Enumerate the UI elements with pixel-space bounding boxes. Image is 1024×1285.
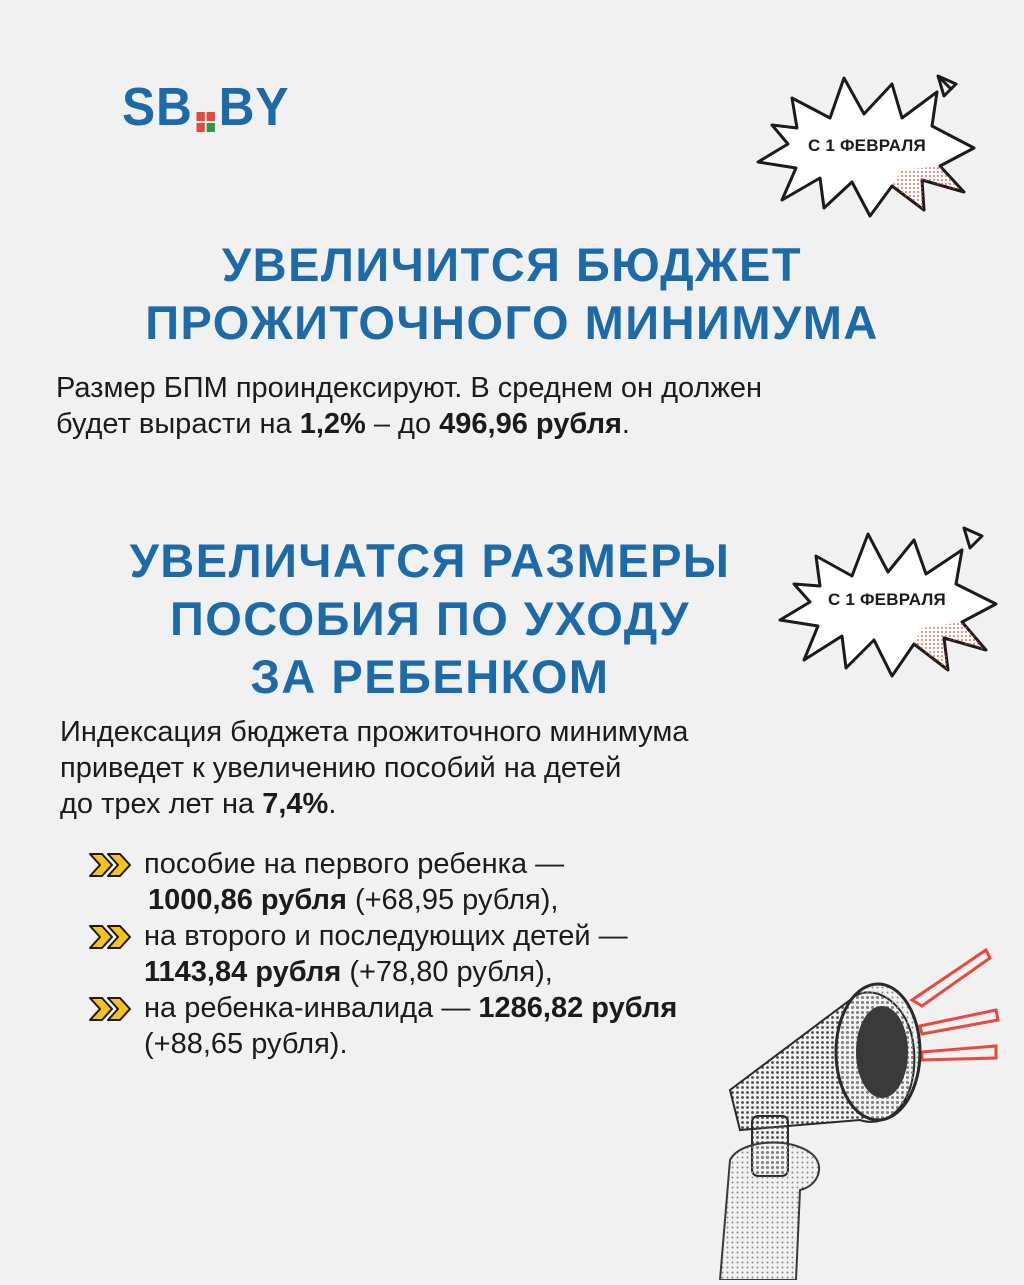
benefit-increase: (+68,95 рубля), bbox=[346, 884, 559, 916]
text-span: будет вырасти на bbox=[56, 408, 300, 440]
bpm-percent: 1,2% bbox=[299, 408, 366, 440]
list-item-text: на ребенка-инвалида — bbox=[144, 992, 479, 1024]
bpm-amount: 496,96 рубля bbox=[439, 408, 622, 440]
section1-text bbox=[56, 370, 976, 442]
double-chevron-icon bbox=[88, 996, 134, 1022]
section1-title bbox=[0, 236, 1024, 352]
date-badge-top bbox=[752, 70, 982, 220]
list-item-line2: (+88,65 рубля). bbox=[144, 1028, 348, 1060]
section2-title bbox=[0, 532, 860, 706]
benefit-increase: (+78,80 рубля), bbox=[341, 956, 553, 988]
section2-title-line1: УВЕЛИЧАТСЯ РАЗМЕРЫ bbox=[129, 534, 731, 587]
section1-text-line1: Размер БПМ проиндексируют. В среднем он должен bbox=[56, 372, 763, 404]
list-item-line1: на второго и последующих детей — bbox=[144, 920, 628, 952]
benefit-amount: 1143,84 рубля bbox=[144, 956, 342, 988]
section2-text-line3 bbox=[60, 786, 940, 822]
megaphone-hand-illustration bbox=[700, 940, 1024, 1285]
badge-middle-text: С 1 ФЕВРАЛЯ bbox=[828, 590, 946, 609]
list-item bbox=[88, 846, 828, 918]
section1-title-line2: ПРОЖИТОЧНОГО МИНИМУМА bbox=[145, 296, 879, 349]
section2-title-line2: ПОСОБИЯ ПО УХОДУ bbox=[169, 592, 691, 645]
section1-title-line1: УВЕЛИЧИТСЯ БЮДЖЕТ bbox=[221, 238, 803, 291]
logo-flag-icon bbox=[197, 112, 215, 132]
text-span: до трех лет на bbox=[60, 788, 263, 820]
section2-text bbox=[60, 714, 940, 822]
benefit-percent: 7,4% bbox=[262, 788, 329, 820]
section2-title-line3: ЗА РЕБЕНКОМ bbox=[250, 650, 610, 703]
list-item-line2 bbox=[144, 882, 828, 918]
benefit-amount: 1286,82 рубля bbox=[478, 992, 678, 1024]
section2-text-line2: приведет к увеличению пособий на детей bbox=[60, 752, 622, 784]
logo-right-text: BY bbox=[218, 77, 290, 137]
section1-text-line2 bbox=[56, 406, 976, 442]
list-item-line1: пособие на первого ребенка — bbox=[144, 848, 565, 880]
date-badge-middle bbox=[772, 522, 1002, 682]
text-span: – до bbox=[365, 408, 440, 440]
badge-top-text: С 1 ФЕВРАЛЯ bbox=[808, 136, 926, 155]
double-chevron-icon bbox=[88, 852, 134, 878]
section2-text-line1: Индексация бюджета прожиточного минимума bbox=[60, 716, 689, 748]
benefit-amount: 1000,86 рубля bbox=[148, 884, 347, 916]
text-span: . bbox=[328, 788, 337, 820]
sb-by-logo bbox=[122, 76, 289, 138]
logo-left-text: SB bbox=[122, 77, 193, 137]
double-chevron-icon bbox=[88, 924, 134, 950]
text-span: . bbox=[621, 408, 630, 440]
megaphone-icon bbox=[700, 940, 1024, 1280]
